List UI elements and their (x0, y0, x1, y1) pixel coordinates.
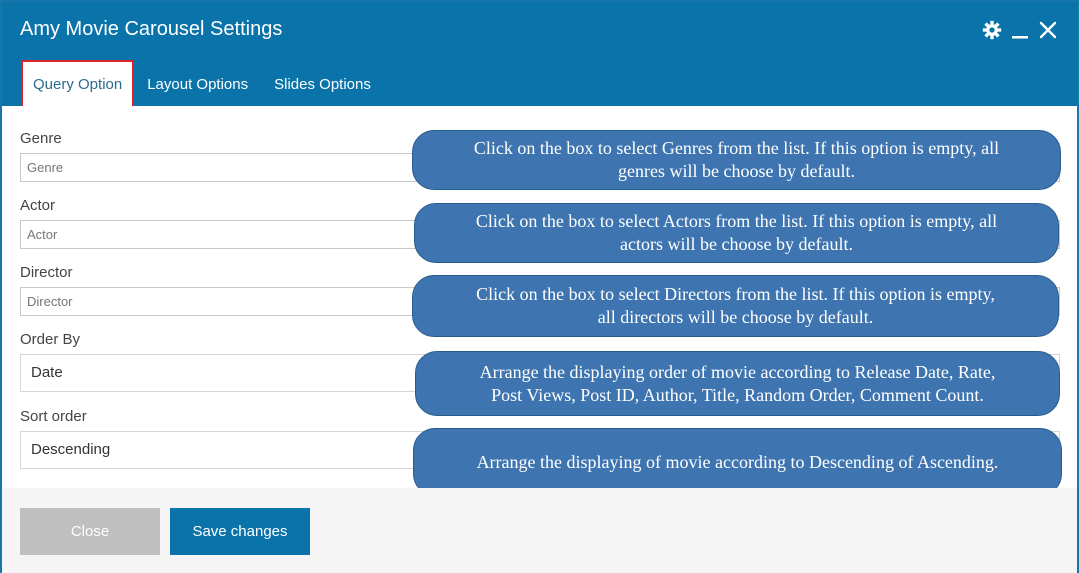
actor-callout (414, 203, 1059, 263)
dialog-footer (2, 488, 1077, 573)
tab-query-option[interactable] (21, 60, 134, 106)
header-controls (981, 18, 1059, 42)
callout-text: Arrange the displaying of movie according to Descending of Ascending. (476, 451, 999, 472)
order-by-callout (415, 351, 1060, 416)
director-callout (412, 275, 1059, 337)
close-icon[interactable] (1037, 18, 1059, 42)
tab-label: Slides Options (274, 75, 371, 93)
order-by-label: Order By (20, 331, 81, 348)
tab-slides-options[interactable] (261, 62, 384, 106)
close-button[interactable]: Close (20, 508, 160, 555)
sort-order-select[interactable]: Descending (20, 431, 1060, 469)
tab-layout-options[interactable] (134, 62, 261, 106)
callout-text: Arrange the displaying order of movie according to Release Date, Rate, Post Views, Post ID, Author, Title, Random Order, Comment Count. (479, 361, 996, 405)
sort-order-callout (413, 428, 1062, 496)
genre-callout (412, 130, 1061, 190)
sort-order-label: Sort order (20, 408, 87, 425)
dialog-title: Amy Movie Carousel Settings (20, 18, 283, 40)
tab-bar (21, 59, 384, 106)
actor-label: Actor (20, 197, 56, 214)
callout-text: Click on the box to select Directors from the list. If this option is empty, all directors will be choose by default. (476, 284, 995, 327)
callout-text: Click on the box to select Actors from the list. If this option is empty, all actors will be choose by default. (475, 211, 998, 254)
tab-label: Layout Options (147, 75, 249, 93)
dialog-header (2, 2, 1077, 106)
genre-label: Genre (20, 130, 62, 147)
gear-icon[interactable] (981, 18, 1003, 42)
save-changes-button[interactable]: Save changes (170, 508, 310, 555)
tab-label: Query Option (33, 75, 123, 93)
callout-text: Click on the box to select Genres from the list. If this option is empty, all genres will be choose by default. (473, 138, 1000, 181)
director-label: Director (20, 264, 73, 281)
minimize-icon[interactable] (1009, 18, 1031, 42)
order-by-select[interactable]: Date (20, 354, 1060, 392)
